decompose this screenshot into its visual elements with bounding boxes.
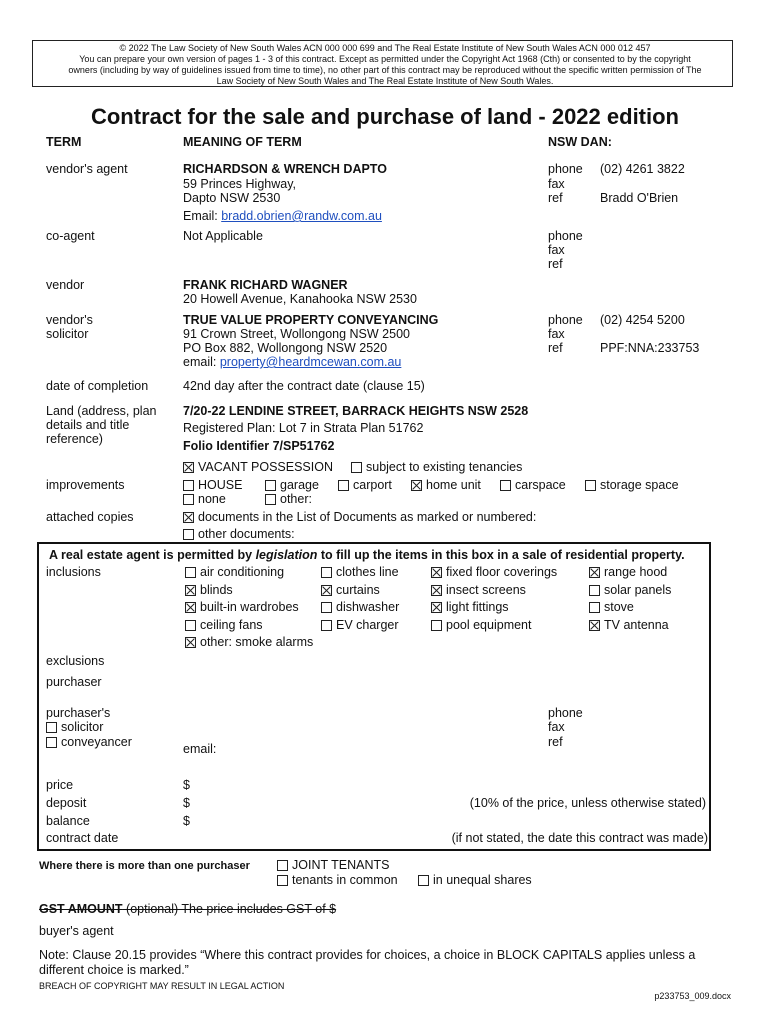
tv-antenna-label: TV antenna bbox=[604, 618, 669, 632]
fixed-floor-label: fixed floor coverings bbox=[446, 565, 558, 579]
none-label: none bbox=[198, 492, 226, 506]
vendors-solicitor-phone: (02) 4254 5200 bbox=[600, 313, 685, 327]
copyright-line-1: © 2022 The Law Society of New South Wales ACN 000 000 699 and The Real Estate Institute of New South Wales ACN 000 012 457 bbox=[119, 43, 651, 53]
existing-tenancies-checkbox[interactable] bbox=[351, 462, 362, 473]
carspace-option[interactable] bbox=[500, 478, 566, 492]
unequal-shares-option[interactable] bbox=[418, 873, 532, 887]
inclusions-label: inclusions bbox=[46, 565, 101, 579]
other-inclusion-checkbox[interactable] bbox=[185, 637, 196, 648]
header-nsw-dan: NSW DAN: bbox=[548, 135, 612, 149]
vendors-agent-label: vendor's agent bbox=[46, 162, 128, 176]
ceiling-fans-label: ceiling fans bbox=[200, 618, 263, 632]
range-hood-checkbox[interactable] bbox=[589, 567, 600, 578]
light-fittings-option[interactable] bbox=[431, 600, 509, 614]
vacant-possession-label: VACANT POSSESSION bbox=[198, 460, 333, 474]
pool-equipment-option[interactable] bbox=[431, 618, 531, 632]
co-agent-ref-label: ref bbox=[548, 257, 563, 271]
air-conditioning-label: air conditioning bbox=[200, 565, 285, 579]
land-folio: Folio Identifier 7/SP51762 bbox=[183, 439, 335, 453]
fixed-floor-option[interactable] bbox=[431, 565, 557, 579]
header-term: TERM bbox=[46, 135, 82, 149]
stove-label: stove bbox=[604, 600, 634, 614]
other-inclusion-label: other: smoke alarms bbox=[200, 635, 314, 649]
deposit-dollar: $ bbox=[183, 796, 190, 810]
garage-label: garage bbox=[280, 478, 319, 492]
air-conditioning-option[interactable] bbox=[185, 565, 284, 579]
vendors-agent-fax-label: fax bbox=[548, 177, 565, 191]
pool-equipment-checkbox[interactable] bbox=[431, 620, 442, 631]
wardrobes-option[interactable] bbox=[185, 600, 299, 614]
tenants-in-common-checkbox[interactable] bbox=[277, 875, 288, 886]
carport-option[interactable] bbox=[338, 478, 392, 492]
storage-label: storage space bbox=[600, 478, 679, 492]
breach-notice: BREACH OF COPYRIGHT MAY RESULT IN LEGAL ACTION bbox=[39, 981, 285, 991]
unequal-shares-label: in unequal shares bbox=[433, 873, 532, 887]
completion-label: date of completion bbox=[46, 379, 149, 393]
document-reference: p233753_009.docx bbox=[654, 991, 731, 1001]
garage-checkbox[interactable] bbox=[265, 480, 276, 491]
page-title: Contract for the sale and purchase of land - 2022 edition bbox=[90, 104, 679, 129]
stove-checkbox[interactable] bbox=[589, 602, 600, 613]
balance-label: balance bbox=[46, 814, 90, 828]
home-unit-checkbox[interactable] bbox=[411, 480, 422, 491]
other-improvement-option[interactable] bbox=[265, 492, 312, 506]
vendors-agent-ref-label: ref bbox=[548, 191, 563, 205]
exclusions-label: exclusions bbox=[46, 654, 105, 668]
storage-checkbox[interactable] bbox=[585, 480, 596, 491]
purchaser-solicitor-option[interactable] bbox=[46, 720, 103, 734]
purchaser-email-label: email: bbox=[183, 742, 217, 756]
ev-charger-label: EV charger bbox=[336, 618, 399, 632]
joint-tenants-label: JOINT TENANTS bbox=[292, 858, 390, 872]
house-label: HOUSE bbox=[198, 478, 243, 492]
wardrobes-checkbox[interactable] bbox=[185, 602, 196, 613]
vendors-solicitor-addr2: PO Box 882, Wollongong NSW 2520 bbox=[183, 341, 388, 355]
tenants-in-common-option[interactable] bbox=[277, 873, 398, 887]
dishwasher-option[interactable] bbox=[321, 600, 399, 614]
purchaser-conveyancer-checkbox[interactable] bbox=[46, 737, 57, 748]
vendors-agent-addr2: Dapto NSW 2530 bbox=[183, 191, 281, 205]
light-fittings-label: light fittings bbox=[446, 600, 509, 614]
documents-checkbox[interactable] bbox=[183, 512, 194, 523]
purchaser-label: purchaser bbox=[46, 675, 102, 689]
dishwasher-label: dishwasher bbox=[336, 600, 400, 614]
unequal-shares-checkbox[interactable] bbox=[418, 875, 429, 886]
solar-panels-label: solar panels bbox=[604, 583, 672, 597]
blinds-option[interactable] bbox=[185, 583, 233, 597]
vendors-solicitor-ref: PPF:NNA:233753 bbox=[600, 341, 700, 355]
purchaser-solicitor-label: solicitor bbox=[61, 720, 104, 734]
blinds-label: blinds bbox=[200, 583, 233, 597]
insect-screens-label: insect screens bbox=[446, 583, 526, 597]
price-label: price bbox=[46, 778, 74, 792]
vendors-agent-name: RICHARDSON & WRENCH DAPTO bbox=[183, 162, 387, 176]
completion-value: 42nd day after the contract date (clause 15) bbox=[183, 379, 425, 393]
insect-screens-checkbox[interactable] bbox=[431, 585, 442, 596]
wardrobes-label: built-in wardrobes bbox=[200, 600, 299, 614]
deposit-label: deposit bbox=[46, 796, 87, 810]
clothes-line-label: clothes line bbox=[336, 565, 399, 579]
vendors-solicitor-phone-label: phone bbox=[548, 313, 583, 327]
price-dollar: $ bbox=[183, 778, 190, 792]
other-improvement-checkbox[interactable] bbox=[265, 494, 276, 505]
vendors-solicitor-email-row bbox=[183, 355, 401, 369]
air-conditioning-checkbox[interactable] bbox=[185, 567, 196, 578]
ev-charger-checkbox[interactable] bbox=[321, 620, 332, 631]
vendor-address: 20 Howell Avenue, Kanahooka NSW 2530 bbox=[183, 292, 417, 306]
existing-tenancies-option[interactable] bbox=[351, 460, 522, 474]
documents-option[interactable] bbox=[183, 510, 536, 524]
other-documents-option[interactable] bbox=[183, 527, 295, 541]
vendors-agent-ref: Bradd O'Brien bbox=[600, 191, 679, 205]
copyright-line-4: Law Society of New South Wales and The Real Estate Institute of New South Wales. bbox=[216, 76, 554, 86]
co-agent-value: Not Applicable bbox=[183, 229, 263, 243]
house-option[interactable] bbox=[183, 478, 242, 492]
joint-tenants-checkbox[interactable] bbox=[277, 860, 288, 871]
vendors-agent-addr1: 59 Princes Highway, bbox=[183, 177, 297, 191]
gst-label: GST AMOUNT bbox=[39, 902, 123, 916]
carport-label: carport bbox=[353, 478, 392, 492]
purchaser-solicitor-checkbox[interactable] bbox=[46, 722, 57, 733]
vacant-possession-option[interactable] bbox=[183, 460, 333, 474]
vendors-agent-phone-label: phone bbox=[548, 162, 583, 176]
curtains-checkbox[interactable] bbox=[321, 585, 332, 596]
co-agent-label: co-agent bbox=[46, 229, 95, 243]
copyright-line-2: You can prepare your own version of pages 1 - 3 of this contract. Except as permitted under the Copyright Act 1968 (Cth) or consented to by the copyright bbox=[79, 54, 691, 64]
co-agent-fax-label: fax bbox=[548, 243, 565, 257]
vendors-solicitor-email-link[interactable]: property@heardmcewan.com.au bbox=[219, 355, 402, 369]
ev-charger-option[interactable] bbox=[321, 618, 399, 632]
light-fittings-checkbox[interactable] bbox=[431, 602, 442, 613]
storage-option[interactable] bbox=[585, 478, 679, 492]
copyright-line-3: owners (including by way of guidelines issued from time to time), no other part of this contract may be reproduced without the specific written permission of The bbox=[68, 65, 702, 75]
purchaser-fax-label: fax bbox=[548, 720, 565, 734]
vendors-agent-email-label: Email: bbox=[183, 209, 222, 223]
blinds-checkbox[interactable] bbox=[185, 585, 196, 596]
vendors-solicitor-ref-label: ref bbox=[548, 341, 563, 355]
contract-date-label: contract date bbox=[46, 831, 119, 845]
curtains-label: curtains bbox=[336, 583, 380, 597]
balance-dollar: $ bbox=[183, 814, 190, 828]
pool-equipment-label: pool equipment bbox=[446, 618, 532, 632]
multi-purchaser-label: Where there is more than one purchaser bbox=[39, 860, 250, 872]
attached-label: attached copies bbox=[46, 510, 134, 524]
purchaser-ref-label: ref bbox=[548, 735, 563, 749]
home-unit-label: home unit bbox=[426, 478, 481, 492]
carspace-checkbox[interactable] bbox=[500, 480, 511, 491]
vendors-solicitor-label-1: vendor's bbox=[46, 313, 93, 327]
purchaser-conveyancer-label: conveyancer bbox=[61, 735, 132, 749]
solar-panels-checkbox[interactable] bbox=[589, 585, 600, 596]
agent-box-heading bbox=[49, 548, 685, 562]
agent-box-heading-c: to fill up the items in this box in a sale of residential property. bbox=[317, 548, 685, 562]
joint-tenants-option[interactable] bbox=[277, 858, 389, 872]
co-agent-phone-label: phone bbox=[548, 229, 583, 243]
vendors-agent-email-row bbox=[183, 209, 382, 223]
solar-panels-option[interactable] bbox=[589, 583, 671, 597]
vendors-solicitor-fax-label: fax bbox=[548, 327, 565, 341]
purchaser-phone-label: phone bbox=[548, 706, 583, 720]
other-improvement-label: other: bbox=[280, 492, 312, 506]
fixed-floor-checkbox[interactable] bbox=[431, 567, 442, 578]
vendor-name: FRANK RICHARD WAGNER bbox=[183, 278, 348, 292]
none-option[interactable] bbox=[183, 492, 226, 506]
none-checkbox[interactable] bbox=[183, 494, 194, 505]
ceiling-fans-checkbox[interactable] bbox=[185, 620, 196, 631]
other-documents-label: other documents: bbox=[198, 527, 295, 541]
tv-antenna-option[interactable] bbox=[589, 618, 669, 632]
vendors-agent-phone: (02) 4261 3822 bbox=[600, 162, 685, 176]
existing-tenancies-label: subject to existing tenancies bbox=[366, 460, 523, 474]
purchasers-label: purchaser's bbox=[46, 706, 111, 720]
gst-text: (optional) The price includes GST of $ bbox=[122, 902, 337, 916]
other-inclusion-option[interactable] bbox=[185, 635, 313, 649]
gst-row bbox=[39, 902, 336, 916]
note-line-2: different choice is marked.” bbox=[39, 963, 189, 977]
vendors-agent-email-link[interactable]: bradd.obrien@randw.com.au bbox=[221, 209, 382, 223]
ceiling-fans-option[interactable] bbox=[185, 618, 263, 632]
stove-option[interactable] bbox=[589, 600, 634, 614]
header-meaning: MEANING OF TERM bbox=[183, 135, 302, 149]
agent-box-heading-b: legislation bbox=[255, 548, 318, 562]
land-address: 7/20-22 LENDINE STREET, BARRACK HEIGHTS NSW 2528 bbox=[183, 404, 529, 418]
vendors-solicitor-addr1: 91 Crown Street, Wollongong NSW 2500 bbox=[183, 327, 410, 341]
documents-label: documents in the List of Documents as marked or numbered: bbox=[198, 510, 537, 524]
vendors-solicitor-email-label: email: bbox=[183, 355, 220, 369]
vendors-solicitor-label-2: solicitor bbox=[46, 327, 89, 341]
home-unit-option[interactable] bbox=[411, 478, 481, 492]
tv-antenna-checkbox[interactable] bbox=[589, 620, 600, 631]
land-label-2: details and title bbox=[46, 418, 130, 432]
vacant-possession-checkbox[interactable] bbox=[183, 462, 194, 473]
curtains-option[interactable] bbox=[321, 583, 380, 597]
land-label-1: Land (address, plan bbox=[46, 404, 157, 418]
insect-screens-option[interactable] bbox=[431, 583, 526, 597]
deposit-note: (10% of the price, unless otherwise stated) bbox=[469, 796, 706, 810]
other-documents-checkbox[interactable] bbox=[183, 529, 194, 540]
garage-option[interactable] bbox=[265, 478, 319, 492]
agent-box-heading-a: A real estate agent is permitted by bbox=[49, 548, 256, 562]
tenants-in-common-label: tenants in common bbox=[292, 873, 398, 887]
purchaser-conveyancer-option[interactable] bbox=[46, 735, 132, 749]
carspace-label: carspace bbox=[515, 478, 566, 492]
contract-date-note: (if not stated, the date this contract was made) bbox=[451, 831, 708, 845]
improvements-label: improvements bbox=[46, 478, 125, 492]
dishwasher-checkbox[interactable] bbox=[321, 602, 332, 613]
vendors-solicitor-name: TRUE VALUE PROPERTY CONVEYANCING bbox=[183, 313, 439, 327]
buyers-agent-label: buyer's agent bbox=[39, 924, 114, 938]
land-label-3: reference) bbox=[46, 432, 103, 446]
clothes-line-option[interactable] bbox=[321, 565, 399, 579]
vendor-label: vendor bbox=[46, 278, 85, 292]
range-hood-option[interactable] bbox=[589, 565, 667, 579]
carport-checkbox[interactable] bbox=[338, 480, 349, 491]
note-line-1: Note: Clause 20.15 provides “Where this contract provides for choices, a choice in BLOCK CAPITALS applies unless a bbox=[39, 948, 696, 962]
range-hood-label: range hood bbox=[604, 565, 668, 579]
land-plan: Registered Plan: Lot 7 in Strata Plan 51762 bbox=[183, 421, 424, 435]
clothes-line-checkbox[interactable] bbox=[321, 567, 332, 578]
house-checkbox[interactable] bbox=[183, 480, 194, 491]
